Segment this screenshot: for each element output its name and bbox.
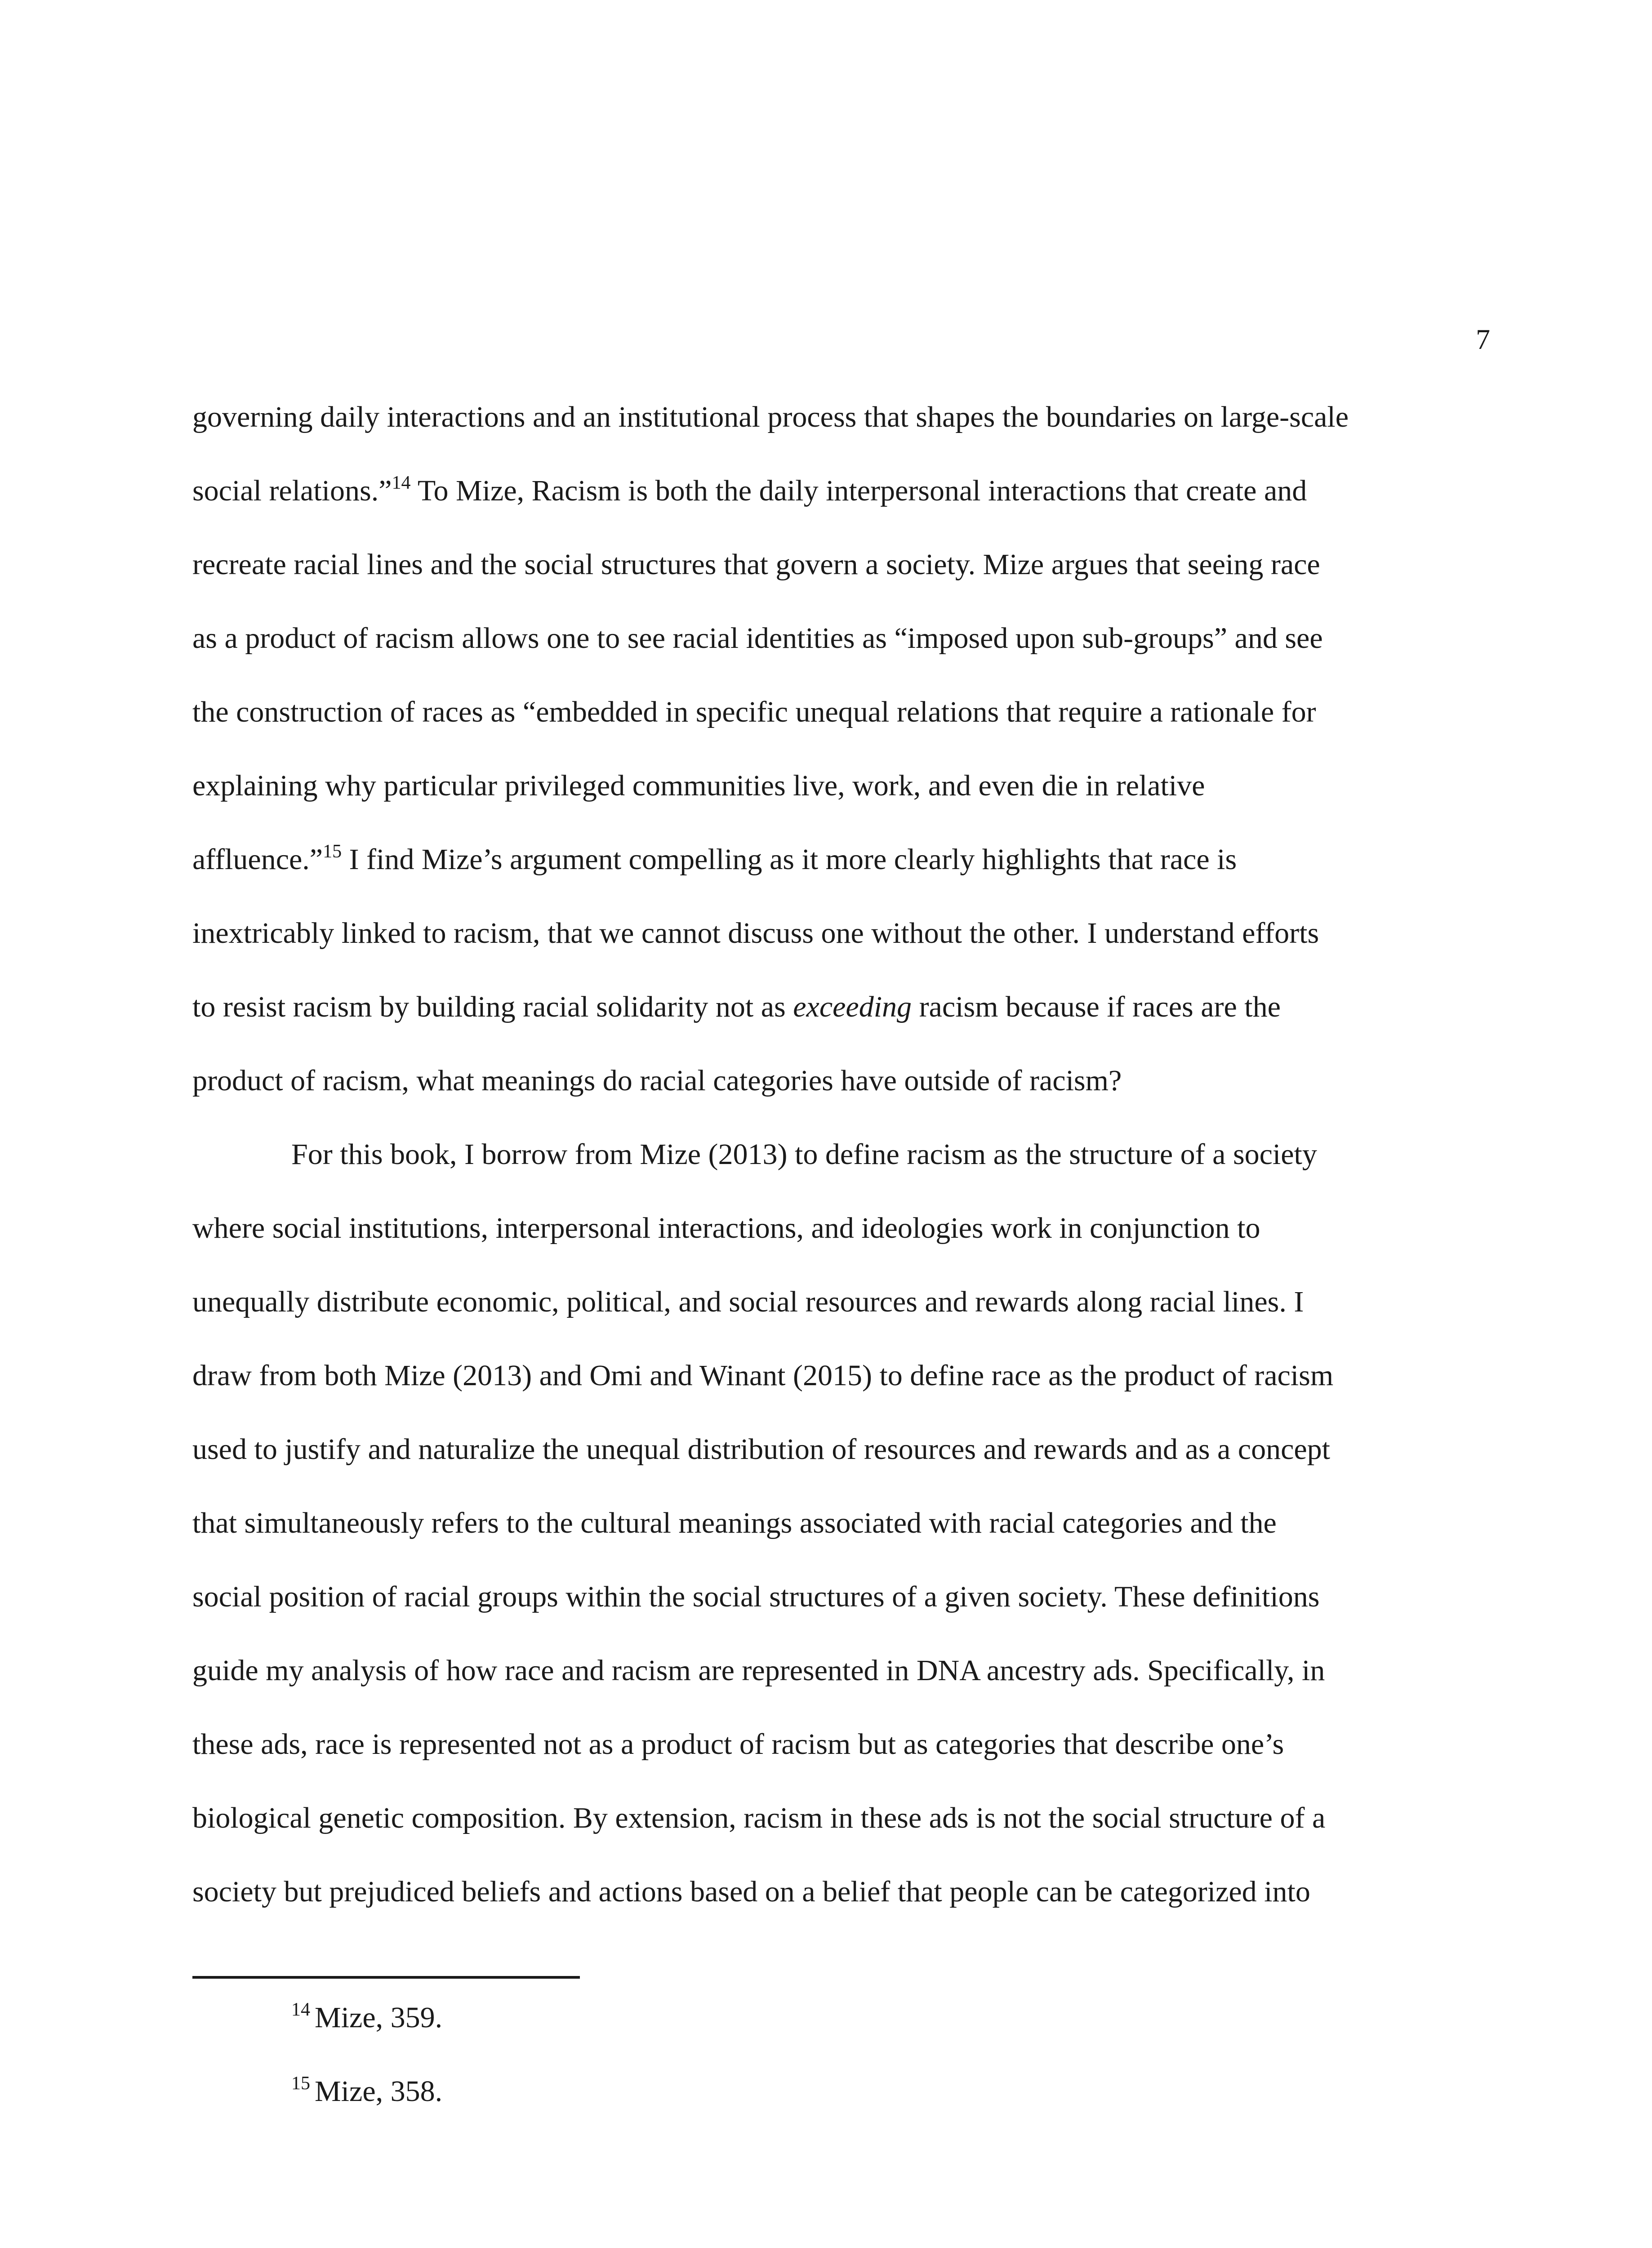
text-line: society but prejudiced beliefs and actions based on a belief that people can be categorized into [192,1875,1310,1908]
paragraph-2 [192,1133,1492,1944]
text-segment: affluence.” [192,843,323,876]
body-text [192,396,1492,1944]
text-line [192,838,1492,912]
footnotes [291,1996,1460,2144]
text-line: the construction of races as “embedded in specific unequal relations that require a rationale for [192,696,1316,728]
text-line: governing daily interactions and an institutional process that shapes the boundaries on large-scale [192,401,1349,433]
text-line: inextricably linked to racism, that we cannot discuss one without the other. I understand efforts [192,917,1319,950]
text-line: where social institutions, interpersonal interactions, and ideologies work in conjunction to [192,1212,1260,1244]
footnote-ref-14: 14 [392,473,411,493]
text-line: explaining why particular privileged communities live, work, and even die in relative [192,769,1205,802]
text-line: For this book, I borrow from Mize (2013) to define racism as the structure of a society [291,1138,1317,1171]
text-line: product of racism, what meanings do racial categories have outside of racism? [192,1064,1122,1097]
text-line: biological genetic composition. By extension, racism in these ads is not the social structure of a [192,1802,1326,1834]
text-segment: social relations.” [192,474,392,507]
text-line: recreate racial lines and the social structures that govern a society. Mize argues that seeing race [192,548,1320,581]
text-line [192,986,1492,1059]
text-segment: To Mize, Racism is both the daily interpersonal interactions that create and [410,474,1307,507]
text-line [192,469,1492,543]
text-segment: I find Mize’s argument compelling as it more clearly highlights that race is [342,843,1237,876]
footnote [291,1996,1460,2070]
footnote-separator [192,1976,580,1979]
text-line: used to justify and naturalize the unequal distribution of resources and rewards and as a concept [192,1433,1331,1466]
footnote-mark: 15 [291,2073,310,2094]
emphasis-text: exceeding [793,990,912,1023]
text-line: that simultaneously refers to the cultural meanings associated with racial categories and the [192,1507,1277,1539]
text-line: draw from both Mize (2013) and Omi and Winant (2015) to define race as the product of racism [192,1359,1334,1392]
text-line: social position of racial groups within the social structures of a given society. These definitions [192,1580,1320,1613]
text-line: as a product of racism allows one to see racial identities as “imposed upon sub-groups” and see [192,622,1323,655]
page-number: 7 [1476,323,1490,355]
footnote-mark: 14 [291,1999,310,2020]
footnote [291,2070,1460,2144]
footnote-text: Mize, 358. [315,2075,443,2108]
footnote-text: Mize, 359. [315,2001,443,2034]
text-segment: racism because if races are the [912,990,1281,1023]
text-line: unequally distribute economic, political, and social resources and rewards along racial lines. I [192,1285,1304,1318]
text-segment: to resist racism by building racial solidarity not as [192,990,793,1023]
text-line: guide my analysis of how race and racism are represented in DNA ancestry ads. Specifically, in [192,1654,1325,1687]
footnote-ref-15: 15 [323,841,342,862]
paragraph-1 [192,396,1492,1133]
text-line: these ads, race is represented not as a product of racism but as categories that describe one’s [192,1728,1284,1761]
